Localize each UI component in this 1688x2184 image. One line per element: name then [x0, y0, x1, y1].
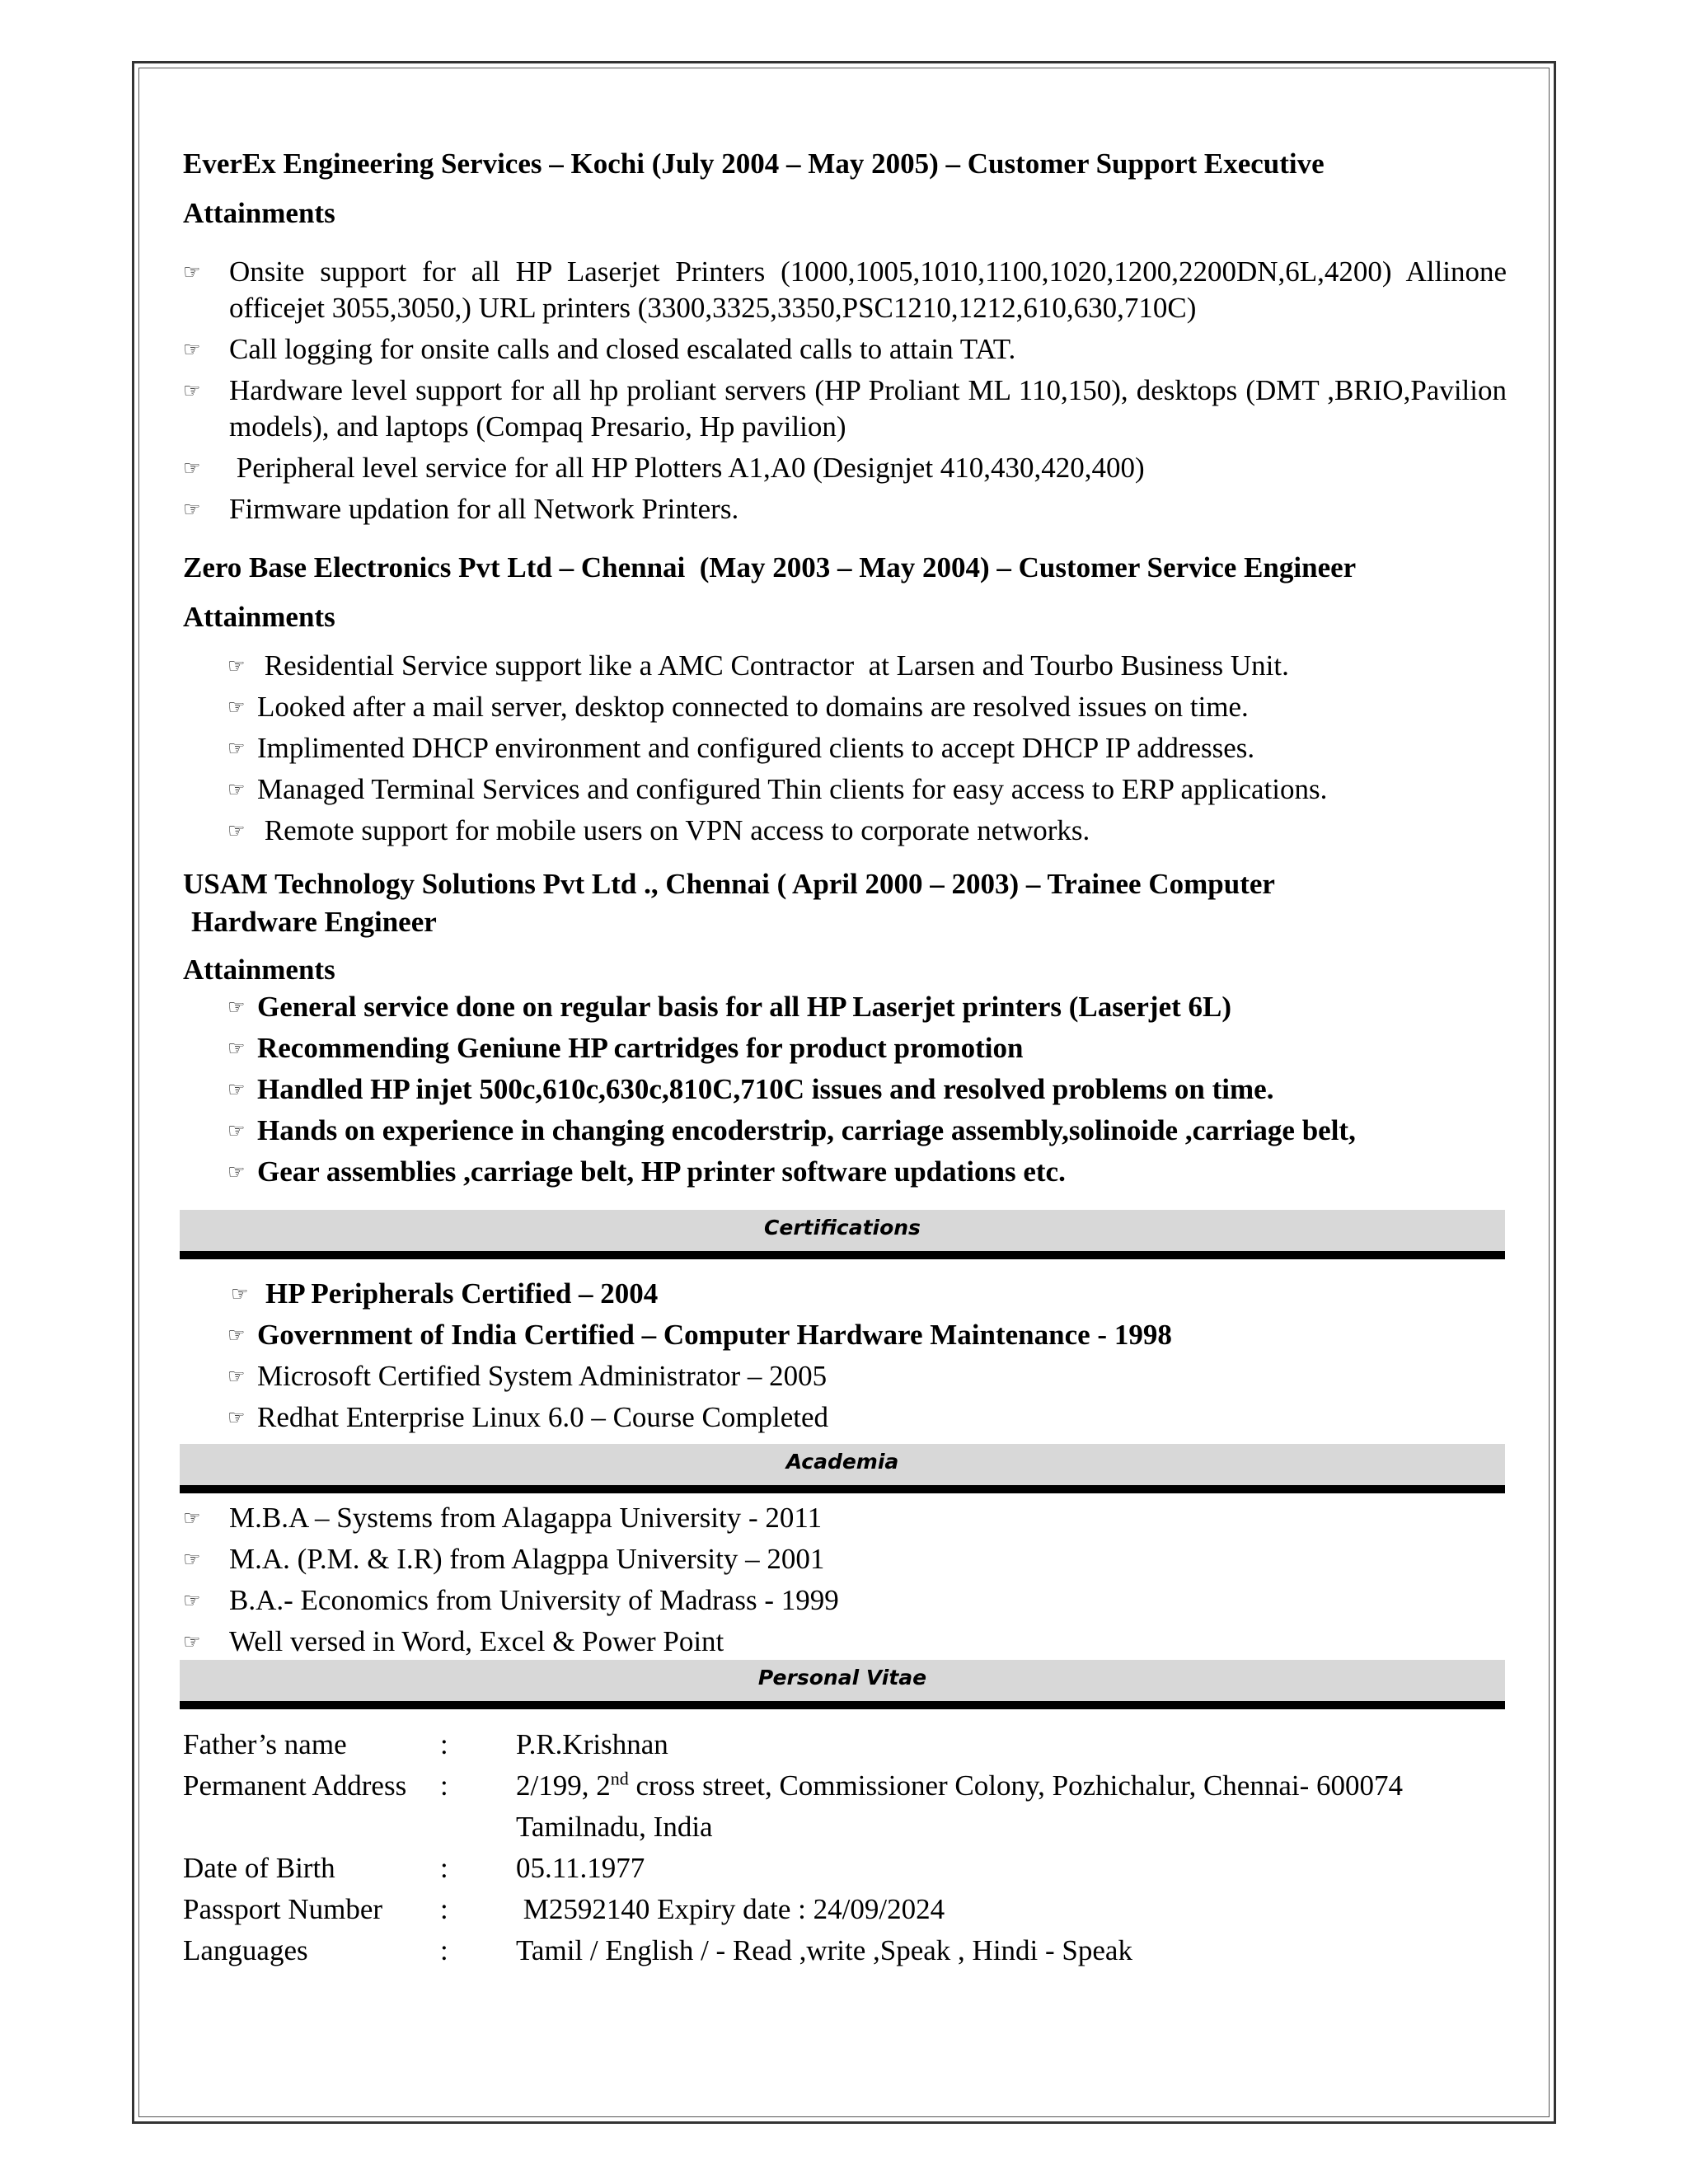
pointing-hand-icon: ☞ — [227, 1078, 246, 1101]
list-item: ☞ Recommending Geniune HP cartridges for product promotion — [183, 1030, 1518, 1066]
pointing-hand-icon: ☞ — [227, 1365, 246, 1388]
job-heading-usam: USAM Technology Solutions Pvt Ltd ., Chennai ( April 2000 – 2003) – Trainee Computer — [183, 868, 1275, 900]
address-value: 2/199, 2nd cross street, Commissioner Colony, Pozhichalur, Chennai- 600074 Tamilnadu, India — [516, 1768, 1403, 1843]
languages-label: Languages — [183, 1934, 308, 1966]
list-item: ☞ General service done on regular basis for all HP Laserjet printers (Laserjet 6L) — [183, 989, 1518, 1025]
pointing-hand-icon: ☞ — [183, 338, 201, 361]
usam-attainments-list — [183, 989, 1518, 1190]
personal-details-table — [183, 1724, 1403, 1971]
section-title-academia: Academia — [785, 1450, 899, 1474]
list-item: ☞ Looked after a mail server, desktop connected to domains are resolved issues on time. — [183, 689, 1518, 725]
languages-value: Tamil / English / - Read ,write ,Speak , Hindi - Speak — [516, 1934, 1132, 1966]
list-item: ☞ B.A.- Economics from University of Madrass - 1999 — [183, 1582, 1518, 1619]
list-item: ☞ Call logging for onsite calls and closed escalated calls to attain TAT. — [183, 331, 1507, 368]
section-bar-certifications — [180, 1210, 1505, 1259]
pointing-hand-icon: ☞ — [183, 1630, 201, 1653]
list-item: ☞ Government of India Certified – Computer Hardware Maintenance - 1998 — [183, 1317, 1518, 1353]
list-item: ☞ Hands on experience in changing encoderstrip, carriage assembly,solinoide ,carriage belt, — [183, 1113, 1518, 1149]
academia-list — [183, 1500, 1518, 1660]
section-bar-academia — [180, 1444, 1505, 1493]
pointing-hand-icon: ☞ — [227, 737, 246, 760]
pointing-hand-icon: ☞ — [227, 996, 246, 1019]
pointing-hand-icon: ☞ — [227, 696, 246, 719]
pointing-hand-icon: ☞ — [227, 819, 246, 842]
table-row: Permanent Address : 2/199, 2nd cross street, Commissioner Colony, Pozhichalur, Chennai- 600074 Tamilnadu, India — [183, 1765, 1403, 1848]
list-item: ☞ Handled HP injet 500c,610c,630c,810C,710C issues and resolved problems on time. — [183, 1071, 1518, 1108]
pointing-hand-icon: ☞ — [227, 1406, 246, 1429]
dob-value: 05.11.1977 — [516, 1852, 645, 1884]
dob-label: Date of Birth — [183, 1852, 335, 1884]
job-heading-usam-line2: Hardware Engineer — [191, 906, 437, 938]
table-row: Languages : Tamil / English / - Read ,write ,Speak , Hindi - Speak — [183, 1930, 1403, 1971]
passport-label: Passport Number — [183, 1893, 383, 1925]
fathers-name-label: Father’s name — [183, 1728, 347, 1760]
pointing-hand-icon: ☞ — [227, 1037, 246, 1060]
pointing-hand-icon: ☞ — [183, 379, 201, 402]
resume-content — [183, 145, 1518, 1971]
fathers-name-value: P.R.Krishnan — [516, 1728, 668, 1760]
list-item: ☞ M.B.A – Systems from Alagappa University - 2011 — [183, 1500, 1518, 1536]
attainments-heading: Attainments — [183, 954, 335, 986]
pointing-hand-icon: ☞ — [183, 498, 201, 521]
job-heading-everex: EverEx Engineering Services – Kochi (July 2004 – May 2005) – Customer Support Executive — [183, 148, 1325, 180]
pointing-hand-icon: ☞ — [231, 1282, 249, 1305]
pointing-hand-icon: ☞ — [183, 1507, 201, 1530]
list-item: ☞ Peripheral level service for all HP Plotters A1,A0 (Designjet 410,430,420,400) — [183, 450, 1507, 486]
list-item: ☞ Residential Service support like a AMC Contractor at Larsen and Tourbo Business Unit. — [183, 648, 1518, 684]
list-item: ☞ Microsoft Certified System Administrator – 2005 — [183, 1358, 1518, 1394]
list-item: ☞ HP Peripherals Certified – 2004 — [183, 1276, 1518, 1312]
pointing-hand-icon: ☞ — [183, 1589, 201, 1612]
pointing-hand-icon: ☞ — [227, 778, 246, 801]
list-item: ☞ Firmware updation for all Network Printers. — [183, 491, 1507, 527]
list-item: ☞ Managed Terminal Services and configured Thin clients for easy access to ERP applications. — [183, 771, 1518, 808]
section-title-personal-vitae: Personal Vitae — [757, 1666, 927, 1690]
list-item: ☞ Onsite support for all HP Laserjet Printers (1000,1005,1010,1100,1020,1200,2200DN,6L,4200) Allinone officejet 3055,3050,) URL printers (3300,3325,3350,PSC1210,1212,610,630,710C) — [183, 255, 1507, 324]
pointing-hand-icon: ☞ — [227, 1119, 246, 1142]
list-item: ☞ M.A. (P.M. & I.R) from Alagppa University – 2001 — [183, 1541, 1518, 1577]
pointing-hand-icon: ☞ — [183, 1548, 201, 1571]
everex-attainments-list — [183, 254, 1507, 527]
table-row: Passport Number : M2592140 Expiry date : 24/09/2024 — [183, 1889, 1403, 1930]
zerobase-attainments-list — [183, 648, 1518, 849]
pointing-hand-icon: ☞ — [183, 260, 201, 284]
list-item: ☞ Hardware level support for all hp proliant servers (HP Proliant ML 110,150), desktops (DMT ,BRIO,Pavilion models), and laptops (Compaq Presario, Hp pavilion) — [183, 374, 1507, 443]
passport-value: M2592140 Expiry date : 24/09/2024 — [516, 1893, 945, 1925]
job-heading-zerobase: Zero Base Electronics Pvt Ltd – Chennai (May 2003 – May 2004) – Customer Service Engineer — [183, 551, 1357, 583]
list-item: ☞ Remote support for mobile users on VPN access to corporate networks. — [183, 813, 1518, 849]
pointing-hand-icon: ☞ — [227, 1324, 246, 1347]
attainments-heading: Attainments — [183, 601, 335, 633]
pointing-hand-icon: ☞ — [227, 1160, 246, 1183]
address-label: Permanent Address — [183, 1769, 407, 1802]
list-item: ☞ Implimented DHCP environment and configured clients to accept DHCP IP addresses. — [183, 730, 1518, 766]
attainments-heading: Attainments — [183, 197, 335, 229]
list-item: ☞ Well versed in Word, Excel & Power Point — [183, 1624, 1518, 1660]
section-bar-personal-vitae — [180, 1660, 1505, 1709]
table-row: Date of Birth : 05.11.1977 — [183, 1848, 1403, 1889]
list-item: ☞ Gear assemblies ,carriage belt, HP printer software updations etc. — [183, 1154, 1518, 1190]
section-title-certifications: Certifications — [764, 1216, 921, 1240]
table-row: Father’s name : P.R.Krishnan — [183, 1724, 1403, 1765]
list-item: ☞ Redhat Enterprise Linux 6.0 – Course Completed — [183, 1399, 1518, 1436]
certifications-list — [183, 1276, 1518, 1436]
pointing-hand-icon: ☞ — [227, 654, 246, 677]
pointing-hand-icon: ☞ — [183, 457, 201, 480]
